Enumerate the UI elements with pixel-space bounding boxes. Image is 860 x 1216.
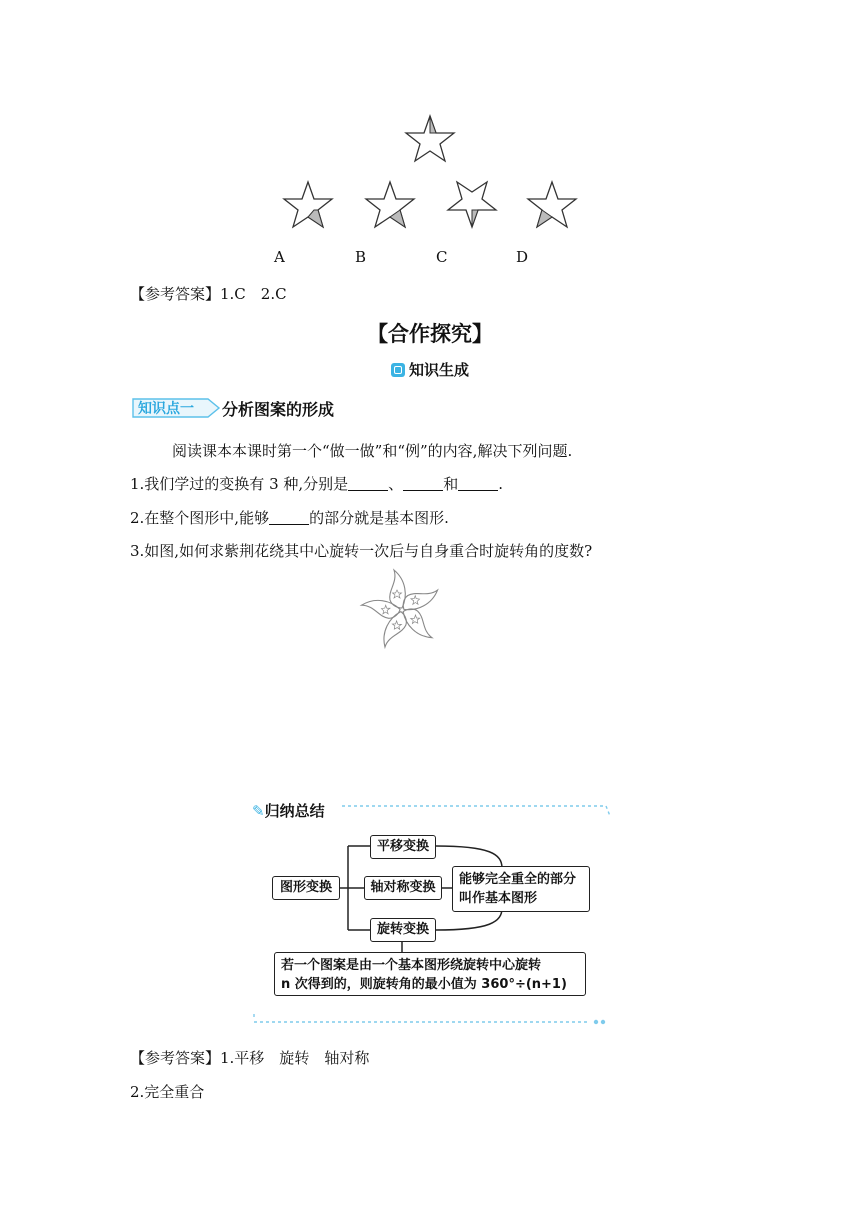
option-star-a xyxy=(282,180,334,230)
option-star-b xyxy=(364,180,416,230)
option-star-c xyxy=(446,180,498,230)
question-1 xyxy=(130,473,503,494)
bauhinia-flower-figure xyxy=(356,564,448,656)
answer-line-1: 【参考答案】1.C 2.C xyxy=(130,285,287,303)
q1-end: . xyxy=(498,475,503,493)
node-translation: 平移变换 xyxy=(370,835,436,859)
question-3: 3.如图,如何求紫荆花绕其中心旋转一次后与自身重合时旋转角的度数? xyxy=(130,542,593,560)
answer-line-2: 【参考答案】1.平移 旋转 轴对称 xyxy=(130,1049,370,1067)
q1-blank-3[interactable] xyxy=(458,476,498,491)
q1-sep1: 、 xyxy=(388,475,404,493)
reference-star xyxy=(404,114,456,164)
summary-heading xyxy=(252,800,325,821)
note-line-1: 能够完全重全的部分 xyxy=(459,872,577,887)
option-label-a: A xyxy=(274,248,285,266)
node-reflection: 轴对称变换 xyxy=(364,876,442,900)
knowledge-point-title: 分析图案的形成 xyxy=(222,400,335,419)
answer-line-3: 2.完全重合 xyxy=(130,1083,205,1101)
question-2 xyxy=(130,507,449,528)
q2-suffix: 的部分就是基本图形. xyxy=(309,509,449,527)
knowledge-point-tag-text: 知识点一 xyxy=(138,401,194,417)
q1-blank-1[interactable] xyxy=(348,476,388,491)
sub-title xyxy=(0,359,860,380)
q2-blank[interactable] xyxy=(269,510,309,525)
sub-title-text: 知识生成 xyxy=(408,361,469,379)
q2-prefix: 2.在整个图形中,能够 xyxy=(130,509,270,527)
note-line-2: 叫作基本图形 xyxy=(459,891,538,906)
option-label-b: B xyxy=(355,248,367,266)
option-label-d: D xyxy=(516,248,529,266)
rotation-rule-line-1: 若一个图案是由一个基本图形绕旋转中心旋转 xyxy=(281,958,542,973)
knowledge-icon xyxy=(391,363,405,377)
node-rotation-rule xyxy=(274,952,586,996)
node-root: 图形变换 xyxy=(272,876,340,900)
q1-sep2: 和 xyxy=(443,475,459,493)
node-basic-figure-note xyxy=(452,866,590,912)
intro-text: 阅读课本本课时第一个“做一做”和“例”的内容,解决下列问题. xyxy=(172,442,573,460)
node-rotation: 旋转变换 xyxy=(370,918,436,942)
summary-heading-text: 归纳总结 xyxy=(264,802,325,820)
option-star-d xyxy=(526,180,578,230)
q1-blank-2[interactable] xyxy=(403,476,443,491)
rotation-rule-line-2: n 次得到的，则旋转角的最小值为 360°÷(n+1) xyxy=(281,977,567,992)
section-title: 【合作探究】 xyxy=(367,322,493,346)
pencil-icon: ✎ xyxy=(252,802,265,820)
option-label-c: C xyxy=(436,248,448,266)
q1-prefix: 1.我们学过的变换有 3 种,分别是 xyxy=(130,475,349,493)
knowledge-point-tag xyxy=(130,396,222,420)
